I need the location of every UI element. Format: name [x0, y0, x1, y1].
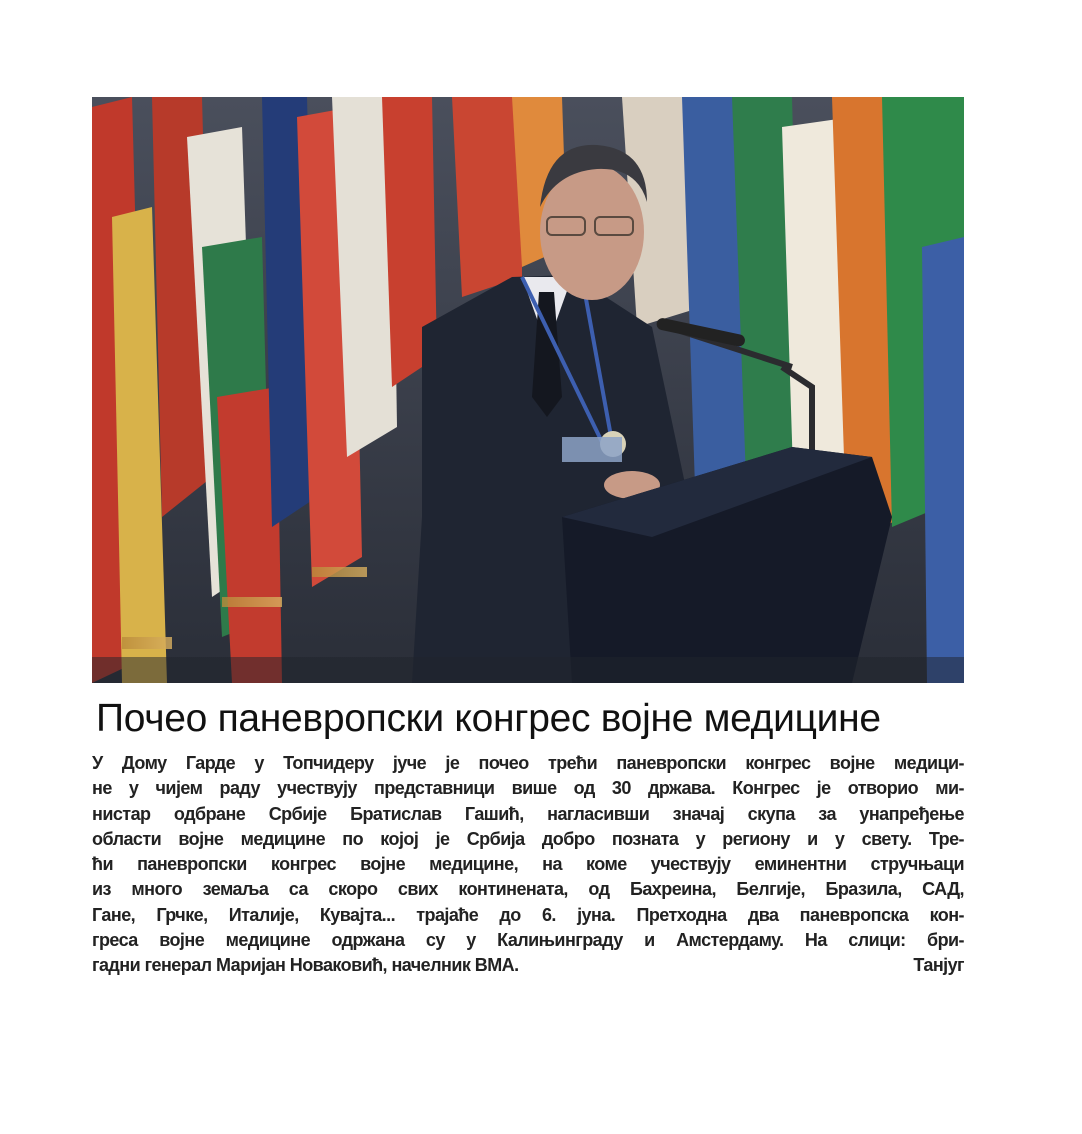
photo-credit: Танјуг — [913, 955, 964, 976]
body-line: не у чијем раду учествују представници више од 30 држава. Конгрес је отворио ми- — [92, 778, 964, 799]
body-line: греса војне медицине одржана су у Калињинграду и Амстердаму. На слици: бри- — [92, 930, 964, 951]
body-line: нистар одбране Србије Братислав Гашић, нагласивши значај скупа за унапређење — [92, 803, 964, 824]
body-last-line — [92, 953, 964, 978]
headline: Почео паневропски конгрес војне медицине — [96, 697, 881, 740]
article-photo — [92, 97, 964, 683]
body-line: Гане, Грчке, Италије, Кувајта... трајаће до 6. јуна. Претходна два паневропска кон- — [92, 904, 964, 925]
body-line: области војне медицине по којој је Србија добро позната у региону и у свету. Тре- — [92, 828, 964, 849]
body-line: ћи паневропски конгрес војне медицине, на коме учествују еминентни стручњаци — [92, 854, 964, 875]
body-line: У Дому Гарде у Топчидеру јуче је почео трећи паневропски конгрес војне медици- — [92, 753, 964, 773]
photo-speaker-at-podium-icon — [92, 97, 964, 683]
article-body — [92, 751, 964, 979]
body-line: гадни генерал Маријан Новаковић, начелник ВМА. — [92, 955, 519, 976]
body-line: из много земаља са скоро свих континената, од Бахреина, Белгије, Бразила, САД, — [92, 879, 964, 900]
newspaper-clipping — [92, 97, 964, 979]
